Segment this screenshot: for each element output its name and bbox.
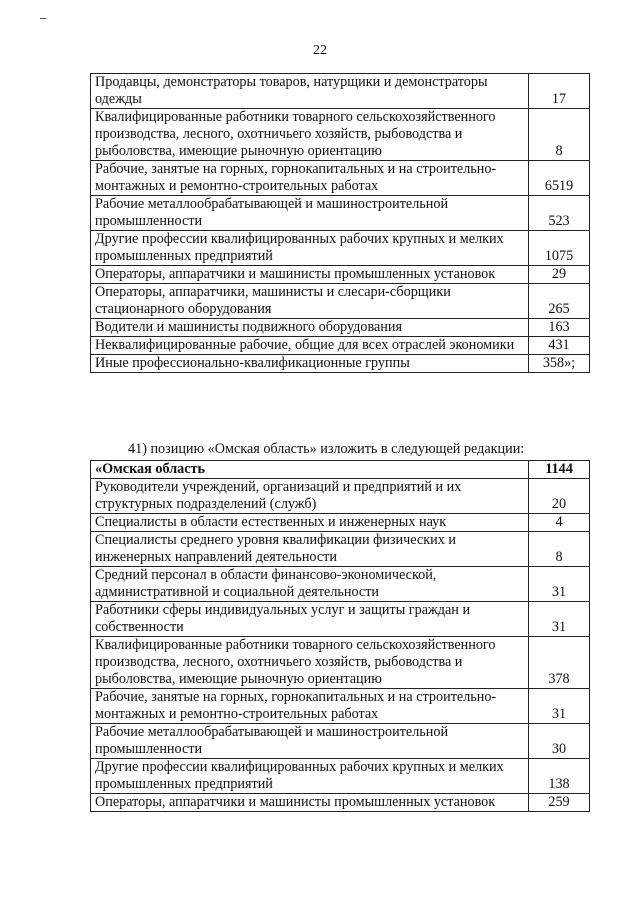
occupation-group-count: 31 xyxy=(529,602,590,637)
occupation-group-count: 29 xyxy=(529,266,590,284)
occupation-group-count: 17 xyxy=(529,74,590,109)
amendment-instruction: 41) позицию «Омская область» изложить в следующей редакции: xyxy=(128,441,525,457)
table-row xyxy=(91,231,590,266)
table-row xyxy=(91,759,590,794)
occupation-group-label: Рабочие, занятые на горных, горнокапитальных и на строительно-монтажных и ремонтно-строительных работах xyxy=(91,689,529,724)
table-row xyxy=(91,196,590,231)
table-row xyxy=(91,161,590,196)
occupation-group-label: Квалифицированные работники товарного сельскохозяйственного производства, лесного, охотничьего хозяйств, рыбоводства и рыболовства, имеющие рыночную ориентацию xyxy=(91,109,529,161)
table-row xyxy=(91,514,590,532)
occupation-group-count: 31 xyxy=(529,567,590,602)
occupation-group-count: 378 xyxy=(529,637,590,689)
occupation-group-label: Водители и машинисты подвижного оборудования xyxy=(91,319,529,337)
occupation-group-label: Рабочие, занятые на горных, горнокапитальных и на строительно-монтажных и ремонтно-строительных работах xyxy=(91,161,529,196)
occupation-group-label: Работники сферы индивидуальных услуг и защиты граждан и собственности xyxy=(91,602,529,637)
occupation-group-count: 259 xyxy=(529,794,590,812)
occupation-group-count: 358»; xyxy=(529,355,590,373)
table-row xyxy=(91,637,590,689)
occupation-group-label: Специалисты в области естественных и инженерных наук xyxy=(91,514,529,532)
scan-mark xyxy=(40,18,46,19)
occupation-group-count: 30 xyxy=(529,724,590,759)
table-row xyxy=(91,74,590,109)
table-row xyxy=(91,319,590,337)
occupation-group-label: Рабочие металлообрабатывающей и машиностроительной промышленности xyxy=(91,724,529,759)
occupation-group-label: Рабочие металлообрабатывающей и машиностроительной промышленности xyxy=(91,196,529,231)
region-total: 1144 xyxy=(529,461,590,479)
occupation-table-omsk-region xyxy=(90,460,590,812)
occupation-group-label: Специалисты среднего уровня квалификации физических и инженерных направлений деятельности xyxy=(91,532,529,567)
table-row xyxy=(91,284,590,319)
occupation-group-count: 8 xyxy=(529,532,590,567)
occupation-group-label: Средний персонал в области финансово-экономической, административной и социальной деятельности xyxy=(91,567,529,602)
table-row xyxy=(91,337,590,355)
table-row xyxy=(91,794,590,812)
occupation-group-count: 523 xyxy=(529,196,590,231)
occupation-group-count: 8 xyxy=(529,109,590,161)
occupation-group-label: Руководители учреждений, организаций и предприятий и их структурных подразделений (служб) xyxy=(91,479,529,514)
table-row xyxy=(91,479,590,514)
table-row xyxy=(91,724,590,759)
occupation-group-count: 1075 xyxy=(529,231,590,266)
table-header-row xyxy=(91,461,590,479)
occupation-table-previous-region xyxy=(90,73,590,373)
occupation-group-count: 431 xyxy=(529,337,590,355)
occupation-group-label: Другие профессии квалифицированных рабочих крупных и мелких промышленных предприятий xyxy=(91,231,529,266)
occupation-group-count: 6519 xyxy=(529,161,590,196)
occupation-group-label: Операторы, аппаратчики, машинисты и слесари-сборщики стационарного оборудования xyxy=(91,284,529,319)
occupation-group-count: 265 xyxy=(529,284,590,319)
table-row xyxy=(91,266,590,284)
occupation-group-count: 163 xyxy=(529,319,590,337)
occupation-group-label: Иные профессионально-квалификационные группы xyxy=(91,355,529,373)
occupation-group-label: Операторы, аппаратчики и машинисты промышленных установок xyxy=(91,266,529,284)
table-row xyxy=(91,355,590,373)
occupation-group-label: Квалифицированные работники товарного сельскохозяйственного производства, лесного, охотничьего хозяйств, рыбоводства и рыболовства, имеющие рыночную ориентацию xyxy=(91,637,529,689)
table-row xyxy=(91,602,590,637)
table-row xyxy=(91,689,590,724)
occupation-group-count: 4 xyxy=(529,514,590,532)
occupation-group-count: 138 xyxy=(529,759,590,794)
table-row xyxy=(91,109,590,161)
occupation-group-label: Неквалифицированные рабочие, общие для всех отраслей экономики xyxy=(91,337,529,355)
page-number: 22 xyxy=(313,43,327,58)
region-name: «Омская область xyxy=(91,461,529,479)
table-row xyxy=(91,567,590,602)
occupation-group-count: 20 xyxy=(529,479,590,514)
occupation-group-label: Другие профессии квалифицированных рабочих крупных и мелких промышленных предприятий xyxy=(91,759,529,794)
table-row xyxy=(91,532,590,567)
occupation-group-count: 31 xyxy=(529,689,590,724)
occupation-group-label: Операторы, аппаратчики и машинисты промышленных установок xyxy=(91,794,529,812)
occupation-group-label: Продавцы, демонстраторы товаров, натурщики и демонстраторы одежды xyxy=(91,74,529,109)
